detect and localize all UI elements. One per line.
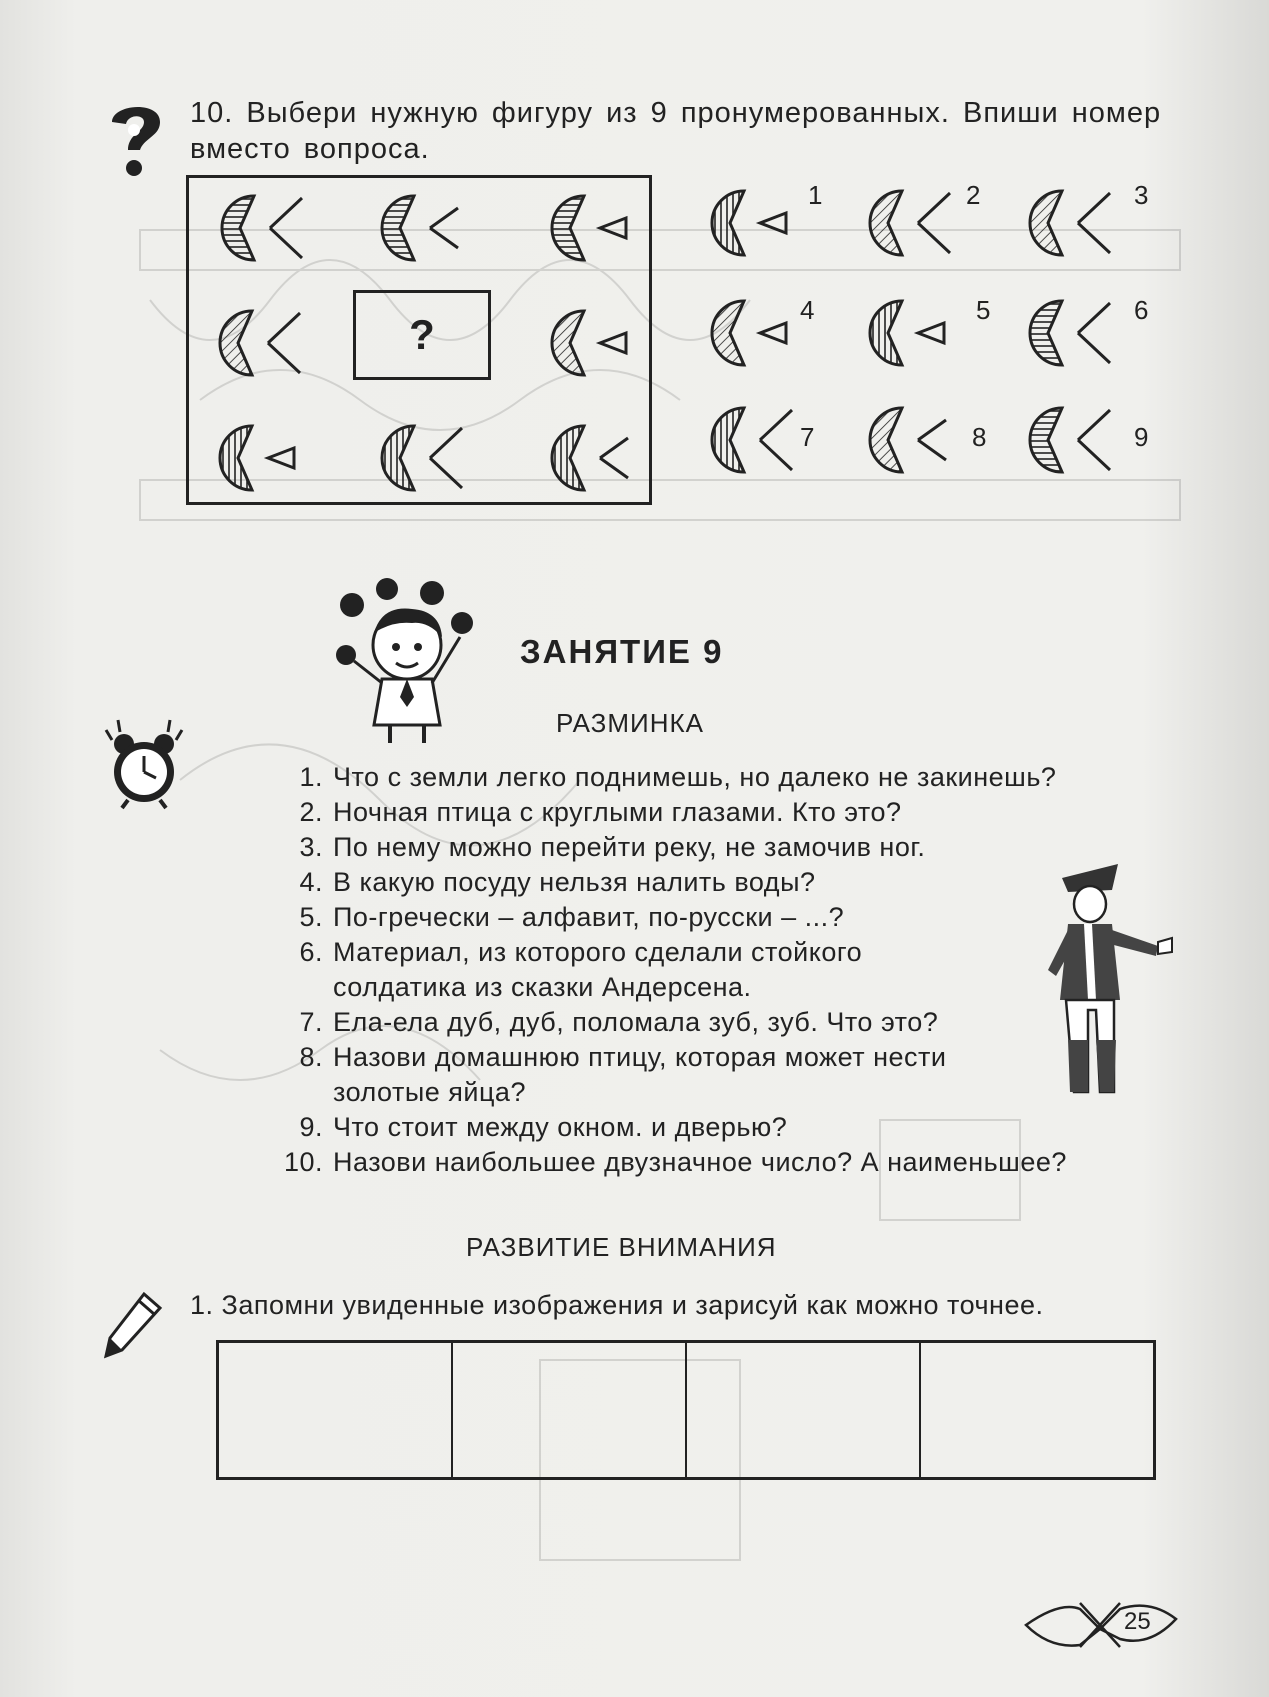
fish-grid-9 bbox=[540, 420, 640, 496]
fish-option-2[interactable] bbox=[858, 185, 958, 261]
fish-option-8[interactable] bbox=[858, 402, 958, 478]
option-number-2: 2 bbox=[966, 180, 981, 210]
tin-soldier-illustration bbox=[1040, 860, 1180, 1100]
option-number-4: 4 bbox=[800, 295, 815, 325]
list-item bbox=[255, 1110, 1185, 1145]
riddle-number: 8. bbox=[299, 1042, 323, 1072]
attention-task-text: 1. Запомни увиденные изображения и зарисуй как можно точнее. bbox=[190, 1290, 1044, 1320]
pencil-icon bbox=[104, 1290, 164, 1360]
fish-option-6[interactable] bbox=[1018, 295, 1118, 371]
fish-grid-1 bbox=[210, 190, 310, 266]
missing-figure-mark: ? bbox=[409, 311, 435, 358]
riddle-text: Материал, из которого сделали стойкого солдатика из сказки Андерсена. bbox=[333, 937, 863, 1002]
fish-grid-4 bbox=[208, 305, 308, 381]
option-number-9: 9 bbox=[1134, 422, 1149, 452]
riddle-number: 5. bbox=[299, 902, 323, 932]
riddle-text: Что с земли легко поднимешь, но далеко не закинешь? bbox=[333, 762, 1057, 792]
fish-option-1[interactable] bbox=[700, 185, 800, 261]
drawing-cell[interactable] bbox=[921, 1343, 1153, 1477]
riddle-number: 2. bbox=[299, 797, 323, 827]
riddle-text: Что стоит между окном. и дверью? bbox=[333, 1112, 788, 1142]
fish-option-5[interactable] bbox=[858, 295, 958, 371]
riddle-text: Ночная птица с круглыми глазами. Кто это? bbox=[333, 797, 902, 827]
missing-figure-box bbox=[353, 290, 491, 380]
riddle-number: 7. bbox=[299, 1007, 323, 1037]
drawing-cell[interactable] bbox=[453, 1343, 687, 1477]
fish-grid-7 bbox=[208, 420, 308, 496]
riddle-number: 10. bbox=[283, 1147, 323, 1177]
fish-option-4[interactable] bbox=[700, 295, 800, 371]
alarm-clock-icon bbox=[104, 718, 184, 810]
fish-grid-6 bbox=[540, 305, 640, 381]
option-number-6: 6 bbox=[1134, 295, 1149, 325]
riddle-number: 1. bbox=[299, 762, 323, 792]
page-number: 25 bbox=[1124, 1608, 1151, 1635]
riddle-text: В какую посуду нельзя налить воды? bbox=[333, 867, 816, 897]
fish-grid-3 bbox=[540, 190, 640, 266]
fish-option-7[interactable] bbox=[700, 402, 800, 478]
option-number-5: 5 bbox=[976, 295, 991, 325]
drawing-cell[interactable] bbox=[687, 1343, 921, 1477]
riddle-number: 3. bbox=[299, 832, 323, 862]
attention-title: РАЗВИТИЕ ВНИМАНИЯ bbox=[466, 1232, 777, 1262]
fish-option-9[interactable] bbox=[1018, 402, 1118, 478]
fish-grid-8 bbox=[370, 420, 470, 496]
riddle-number: 4. bbox=[299, 867, 323, 897]
task-10-text: 10. Выбери нужную фигуру из 9 пронумерованных. Впиши номер вместо вопроса. bbox=[190, 97, 1162, 165]
riddle-number: 9. bbox=[299, 1112, 323, 1142]
option-number-8: 8 bbox=[972, 422, 987, 452]
fish-grid-2 bbox=[370, 190, 470, 266]
question-icon bbox=[104, 98, 168, 180]
riddle-text: По нему можно перейти реку, не замочив ног. bbox=[333, 832, 926, 862]
page-number-badge bbox=[1020, 1595, 1180, 1650]
bow-ornament-icon bbox=[1020, 1595, 1180, 1650]
lesson-heading: ЗАНЯТИЕ 9 bbox=[520, 633, 724, 670]
fish-option-3[interactable] bbox=[1018, 185, 1118, 261]
list-item bbox=[255, 760, 1185, 795]
drawing-cell[interactable] bbox=[219, 1343, 453, 1477]
riddle-text: Назови домашнюю птицу, которая может нести золотые яйца? bbox=[333, 1042, 947, 1107]
riddle-text: Ела-ела дуб, дуб, поломала зуб, зуб. Что это? bbox=[333, 1007, 939, 1037]
list-item bbox=[255, 795, 1185, 830]
warmup-title: РАЗМИНКА bbox=[556, 708, 704, 738]
juggling-boy-illustration bbox=[332, 575, 482, 745]
option-number-1: 1 bbox=[808, 180, 823, 210]
riddle-text: Назови наибольшее двузначное число? А наименьшее? bbox=[333, 1147, 1067, 1177]
drawing-grid bbox=[216, 1340, 1156, 1480]
option-number-3: 3 bbox=[1134, 180, 1149, 210]
riddle-text: По-гречески – алфавит, по-русски – ...? bbox=[333, 902, 845, 932]
option-number-7: 7 bbox=[800, 422, 815, 452]
riddle-number: 6. bbox=[299, 937, 323, 967]
list-item bbox=[255, 1145, 1185, 1180]
